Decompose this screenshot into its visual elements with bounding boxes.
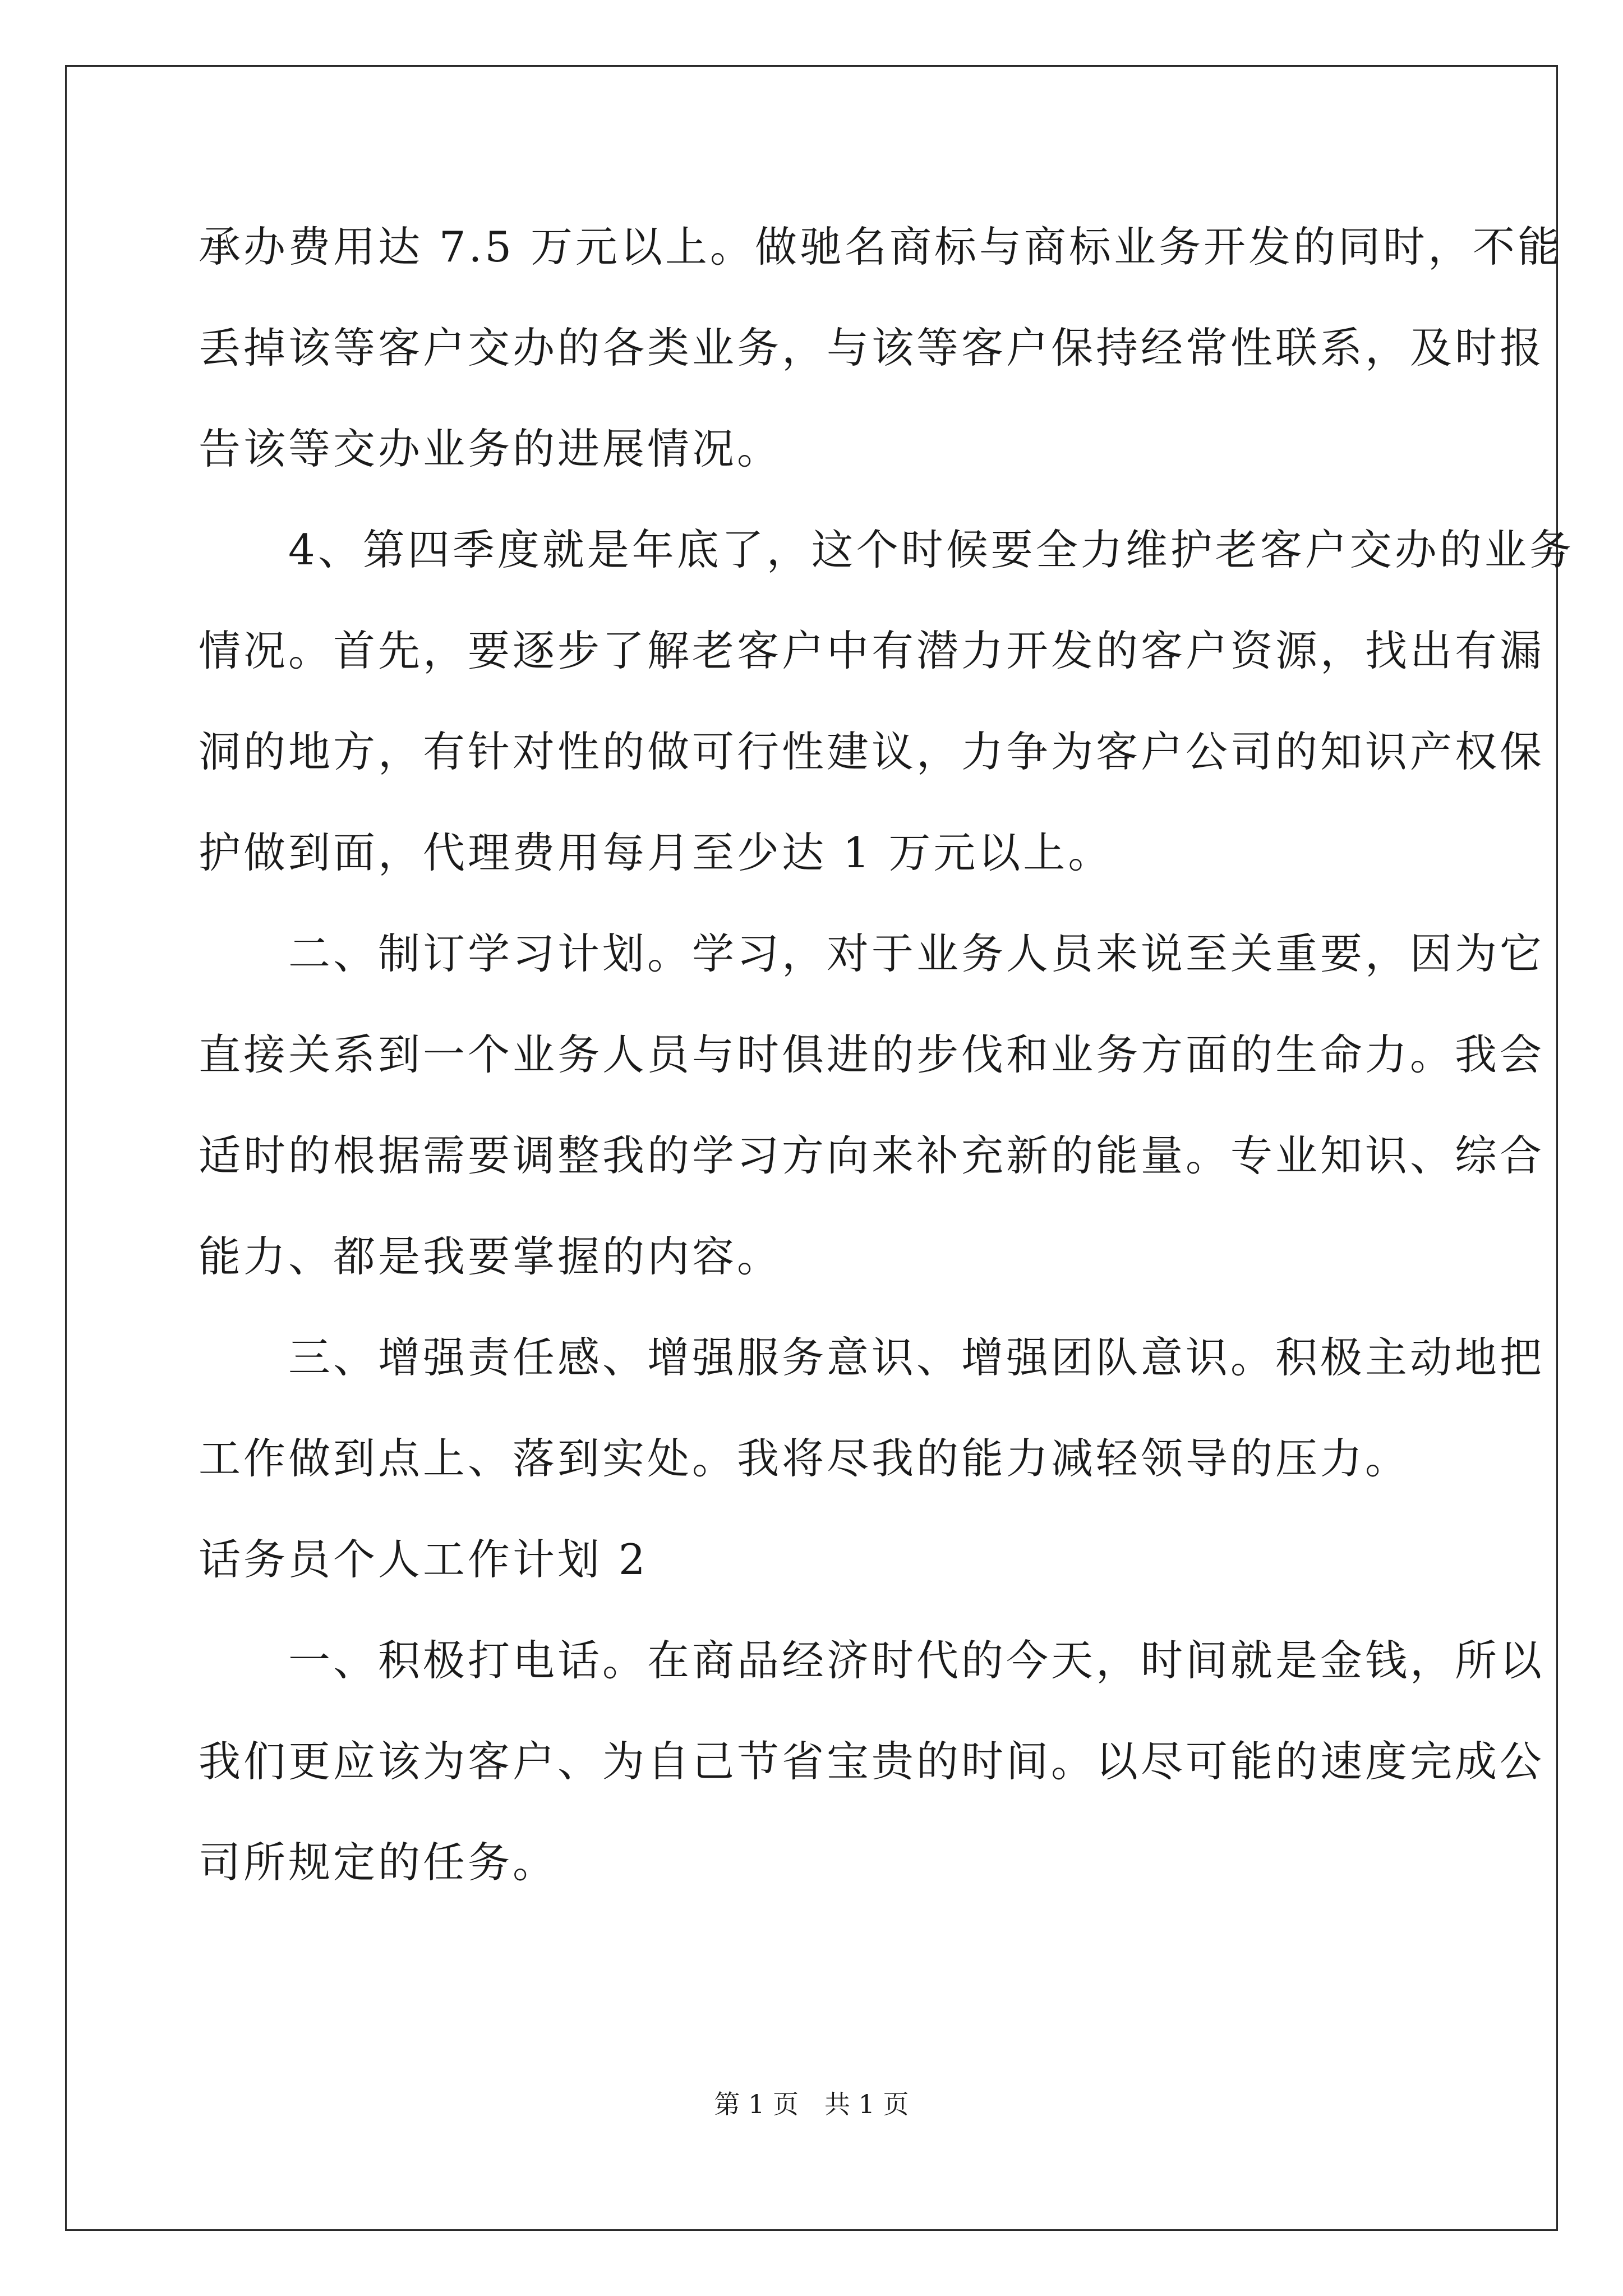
text-line: 能力、都是我要掌握的内容。: [199, 1232, 782, 1281]
text-line: 护做到面，代理费用每月至少达 1 万元以上。: [199, 828, 1113, 877]
text-line: 我们更应该为客户、为自己节省宝贵的时间。以尽可能的速度完成公: [199, 1737, 1545, 1786]
text-line: 丢掉该等客户交办的各类业务，与该等客户保持经常性联系，及时报: [199, 323, 1545, 372]
text-line: 4、第四季度就是年底了，这个时候要全力维护老客户交办的业务: [199, 525, 1574, 574]
section-heading: 话务员个人工作计划 2: [199, 1535, 648, 1584]
text-line: 适时的根据需要调整我的学习方向来补充新的能量。专业知识、综合: [199, 1131, 1545, 1180]
text-line: 承办费用达 7.5 万元以上。做驰名商标与商标业务开发的同时，不能: [199, 222, 1562, 272]
text-line: 工作做到点上、落到实处。我将尽我的能力减轻领导的压力。: [199, 1434, 1410, 1483]
text-line: 直接关系到一个业务人员与时俱进的步伐和业务方面的生命力。我会: [199, 1030, 1545, 1079]
text-line: 二、制订学习计划。学习，对于业务人员来说至关重要，因为它: [199, 929, 1545, 978]
page-footer: 第 1 页 共 1 页: [714, 2089, 909, 2119]
text-line: 三、增强责任感、增强服务意识、增强团队意识。积极主动地把: [199, 1333, 1545, 1382]
text-line: 一、积极打电话。在商品经济时代的今天，时间就是金钱，所以: [199, 1636, 1545, 1685]
text-line: 情况。首先，要逐步了解老客户中有潜力开发的客户资源，找出有漏: [199, 626, 1545, 675]
text-line: 告该等交办业务的进展情况。: [199, 424, 782, 473]
text-line: 司所规定的任务。: [199, 1838, 558, 1887]
text-line: 洞的地方，有针对性的做可行性建议，力争为客户公司的知识产权保: [199, 727, 1545, 776]
